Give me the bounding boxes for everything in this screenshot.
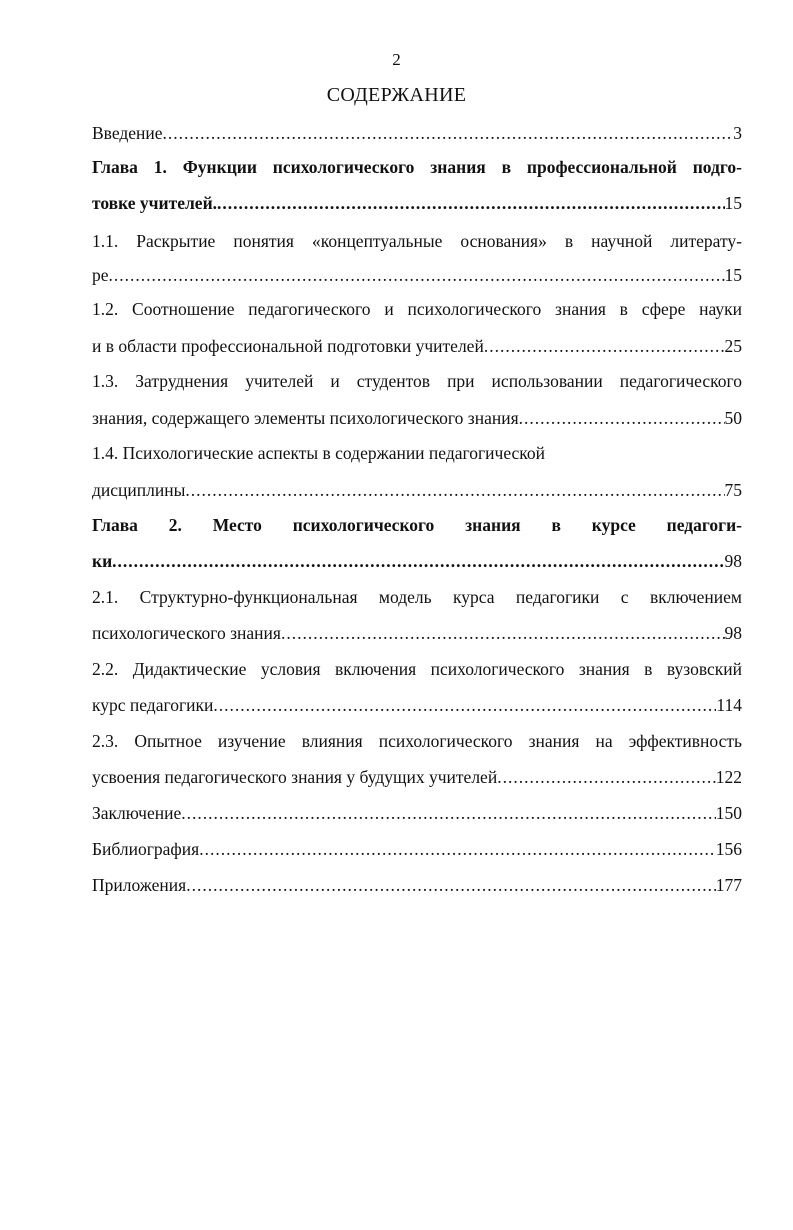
toc-section-2-2-line2[interactable]: курс педагогики ..... 114 (92, 692, 742, 718)
page-ref: 15 (724, 265, 742, 285)
toc-section-1-2-line2[interactable]: и в области профессиональной подготовки учителей ..... 25 (92, 333, 742, 359)
page-ref: 98 (724, 551, 742, 571)
toc-entry-conclusion[interactable]: Заключение ..... 150 (92, 800, 742, 826)
toc-section-1-1-line1[interactable]: 1.1. Раскрытие понятия «концептуальные основания» в научной литерату- (92, 231, 742, 251)
page-ref: 15 (724, 193, 742, 213)
toc-section-1-1-line2[interactable]: ре ..... 15 (92, 262, 742, 288)
toc-section-2-1-line2[interactable]: психологического знания ..... 98 (92, 620, 742, 646)
page-ref: 114 (716, 695, 742, 715)
toc-section-1-3-line2[interactable]: знания, содержащего элементы психологического знания ..... 50 (92, 405, 742, 431)
page-ref: 156 (715, 839, 742, 859)
page-ref: 122 (715, 767, 742, 787)
toc-chapter-1-line1[interactable]: Глава 1. Функции психологического знания в профессиональной подго- (92, 157, 742, 177)
toc-chapter-2-line1[interactable]: Глава 2. Место психологического знания в курсе педагоги- (92, 515, 742, 535)
page-ref: 50 (724, 408, 742, 428)
toc-entry-bibliography[interactable]: Библиография ..... 156 (92, 836, 742, 862)
toc-section-2-1-line1[interactable]: 2.1. Структурно-функциональная модель курса педагогики с включением (92, 587, 742, 607)
page-number: 2 (392, 50, 401, 69)
toc-section-1-4-line2[interactable]: дисциплины ..... 75 (92, 477, 742, 503)
page-ref: 3 (733, 123, 742, 143)
toc-section-1-2-line1[interactable]: 1.2. Соотношение педагогического и психологического знания в сфере науки (92, 299, 742, 319)
page-ref: 98 (724, 623, 742, 643)
page-ref: 75 (724, 480, 742, 500)
toc-entry-appendices[interactable]: Приложения ..... 177 (92, 872, 742, 898)
toc-chapter-1-line2[interactable]: товке учителей. ..... 15 (92, 190, 742, 216)
toc-section-2-2-line1[interactable]: 2.2. Дидактические условия включения психологического знания в вузовский (92, 659, 742, 679)
page-ref: 25 (724, 336, 742, 356)
page-ref: 150 (715, 803, 742, 823)
toc-section-1-3-line1[interactable]: 1.3. Затруднения учителей и студентов при использовании педагогического (92, 371, 742, 391)
page-ref: 177 (715, 875, 742, 895)
toc-entry-intro[interactable]: Введение ..... 3 (92, 120, 742, 146)
toc-chapter-2-line2[interactable]: ки ..... 98 (92, 548, 742, 574)
toc-section-2-3-line2[interactable]: усвоения педагогического знания у будущих учителей ..... 122 (92, 764, 742, 790)
toc-section-1-4-line1[interactable]: 1.4. Психологические аспекты в содержании педагогической (92, 443, 546, 463)
page-title: СОДЕРЖАНИЕ (326, 84, 467, 106)
toc-section-2-3-line1[interactable]: 2.3. Опытное изучение влияния психологического знания на эффективность (92, 731, 742, 751)
